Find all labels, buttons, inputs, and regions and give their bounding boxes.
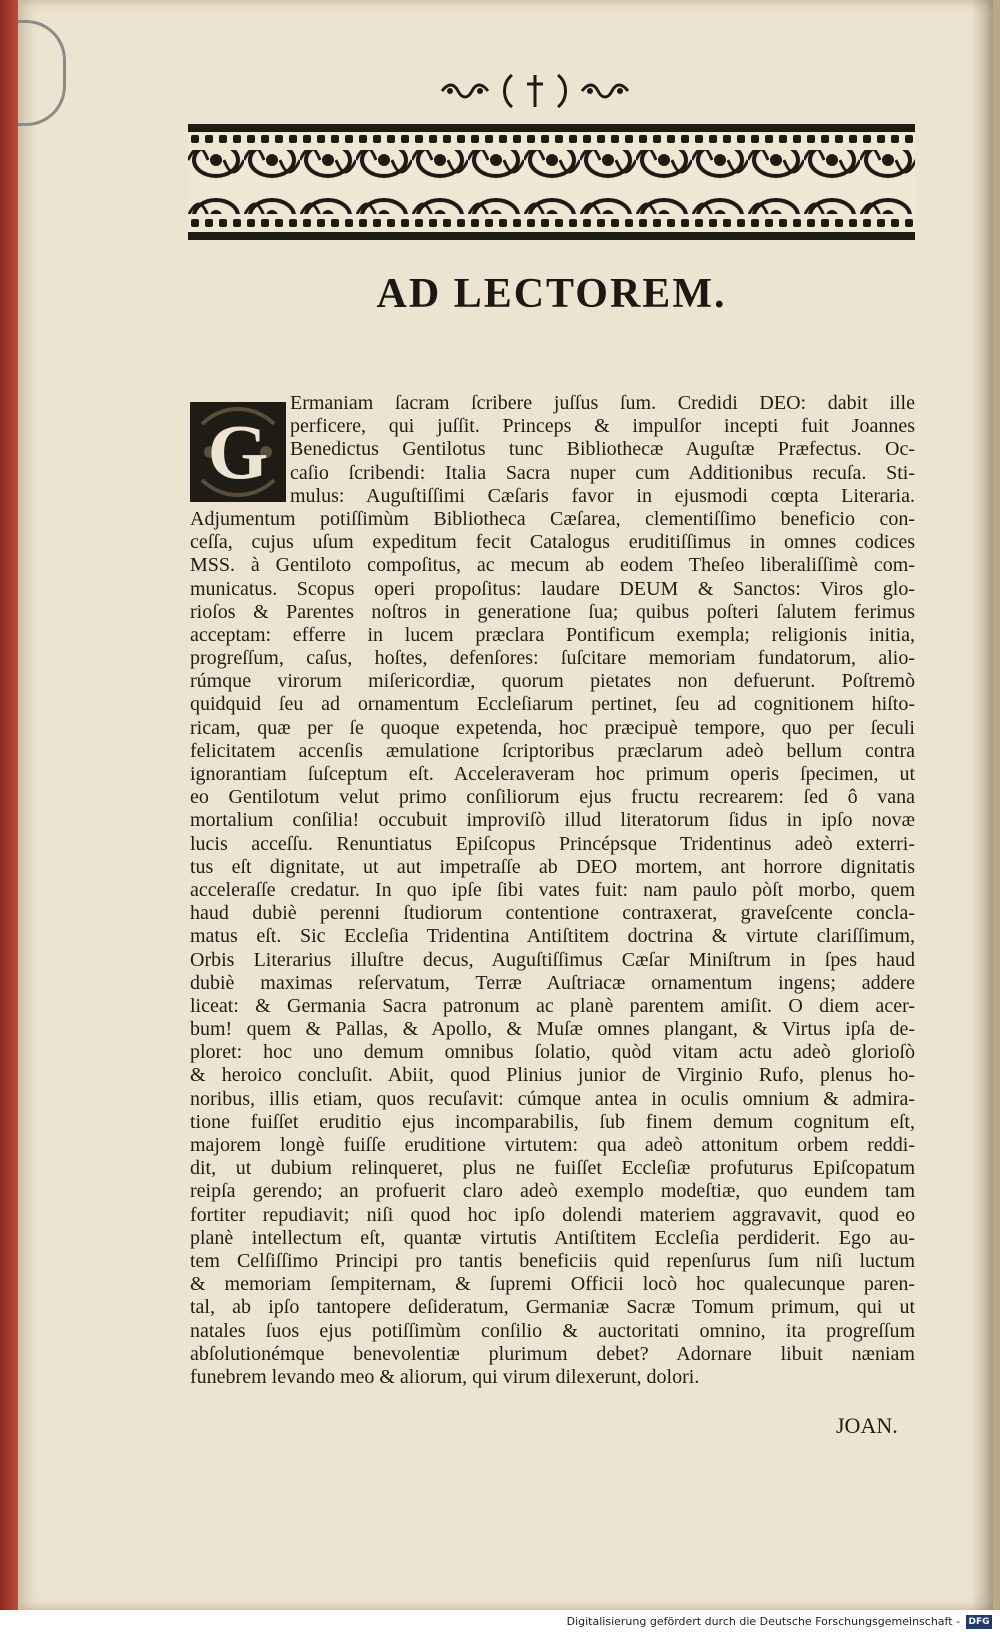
text-line: acceptam: efferre in lucem præclara Pontificum exempla; religionis initia, [190,623,915,646]
text-line: felicitatem accenſis æmulatione ſcriptoribus præclarum adeò bellum contra [190,739,915,762]
text-line: perficere, qui juſſit. Princeps & impulſor incepti fuit Joannes [290,415,915,438]
initial-letter: G [207,408,269,495]
text-line: MSS. à Gentiloto compoſitus, ac mecum ab eodem Theſeo liberaliſſimè com- [190,554,915,577]
text-line: reipſa gerendo; an profuerit claro adeò exemplo modeſtiæ, quo eundem tam [190,1180,915,1203]
text-line: natales ſuos ejus potiſſimùm conſilio & auctoritati omnino, ita progreſſum [190,1319,915,1342]
text-line: funebrem levando meo & aliorum, qui virum dilexerunt, dolori. [190,1365,700,1388]
text-line: lucis acceſſu. Renuntiatus Epiſcopus Princépsque Tridentinus adeò exterri- [190,832,915,855]
top-ornament [440,70,630,112]
text-line: ploret: hoc uno demum omnibus ſolatio, quòd vitam actu adeò glorioſò [190,1041,915,1064]
text-line: acceleraſſe credatur. In quo ipſe ſibi vates fuit: nam paulo pòſt morbo, quem [190,878,915,901]
text-line: Adjumentum potiſſimùm Bibliotheca Cæſarea, clementiſſimo beneficio con- [190,507,915,530]
text-line: planè intellectum eſt, quantæ virtutis Antiſtitem Eccleſia perdiderit. Ego au- [190,1226,915,1249]
text-line: Ermaniam ſacram ſcribere juſſus ſum. Credidi DEO: dabit ille [290,392,915,414]
page-gutter-shadow [971,0,993,1610]
text-line: tione fuiſſet eruditio ejus incomparabilis, ſub finem demum cognitum eſt, [190,1110,915,1133]
text-line: quidquid ſeu ad ornamentum Eccleſiarum pertinet, ſeu ad cognitionem hiſto- [190,693,915,716]
text-line: ceſſa, cujus uſum expeditum fecit Catalogus eruditiſſimus in omnes codices [190,531,915,554]
ornamental-pattern-icon [188,132,915,232]
text-line: dit, ut dubium relinqueret, plus ne fuiſſet Eccleſiæ profuturus Epiſcopatum [190,1157,915,1180]
decorative-header-band [188,124,915,240]
text-line: abſolutionémque benevolentiæ plurimum debet? Adornare libuit næniam [190,1342,915,1365]
text-line: matus eſt. Sic Eccleſia Tridentina Antiſtitem doctrina & virtute clariſſimum, [190,925,915,948]
funding-note: Digitalisierung gefördert durch die Deutsche Forschungsgemeinschaft - [566,1615,960,1628]
text-line: rioſos & Parentes noſtros in generatione ſua; quibus poſteri ſalutem ferimus [190,600,915,623]
text-line: eo Gentilotum velut primo conſiliorum ejus fructu recrearem: ſed ô vana [190,786,915,809]
catchword: JOAN. [836,1413,898,1438]
text-line: dubiè maximas reſervatum, Terræ Auſtriacæ ornamentum ingens; addere [190,971,915,994]
text-line: & heroico concluſit. Abiit, quod Plinius junior de Virginio Rufo, plenus ho- [190,1064,915,1087]
text-line: Benedictus Gentilotus tunc Bibliothecæ Auguſtæ Præfectus. Oc- [290,438,915,461]
text-line: tal, ab ipſo tantopere deſideratum, Germaniæ Sacræ Tomum primum, qui ut [190,1296,915,1319]
text-line: fortiter repudiavit; niſi quod hoc ipſo dolendi materiem aggravavit, quod eo [190,1203,915,1226]
text-line: haud dubiè perenni ſtudiorum contentione contraxerat, graveſcente concla- [190,902,915,925]
footer-bar [0,1610,1000,1637]
right-flourish-icon [580,81,630,101]
text-line: tem Celſiſſimo Principi pro tantis beneficiis quid repenſurus ſum niſi luctum [190,1249,915,1272]
text-line: progreſſum, caſus, hoſtes, defenſores: ſuſcitare memoriam fundatorum, alio- [190,647,915,670]
cross-ornament-icon [500,71,570,111]
text-line: mortalium conſilia! occubuit improviſò illud literatorum ſidus in ipſo novæ [190,809,915,832]
page-heading: AD LECTOREM. [376,271,727,317]
text-line: liceat: & Germania Sacra patronum ac planè parentem amiſit. O diem acer- [190,994,915,1017]
text-line: majorem longè fuiſſe eruditione virtutem: qua adeò attonitum orbem reddi- [190,1134,915,1156]
text-line: tus eſt dignitate, ut aut impetraſſe ab DEO mortem, ant horrore dignitatis [190,855,915,878]
text-line: ricam, quæ per ſe quoque expetenda, hoc præcipuè tempore, quo per ſeculi [190,716,915,739]
text-line: mulus: Auguſtiſſimi Cæſaris favor in ejusmodi cœpta Literaria. [290,484,915,507]
text-line: bum! quem & Pallas, & Apollo, & Muſæ omnes plangant, & Virtus ipſa de- [190,1018,915,1041]
left-flourish-icon [440,81,490,101]
text-line: caſio ſcribendi: Italia Sacra nuper cum Additionibus recuſa. Sti- [290,461,915,484]
text-line: noribus, illis etiam, quos recuſavit: cúmque antea in oculis omnium & admira- [190,1087,915,1110]
text-line: rúmque virorum miſericordiæ, quorum pietates non defuerunt. Poſtremò [190,670,915,693]
text-line: Orbis Literarius illuſtre decus, Auguſtiſſimus Cæſar Miniſtrum in ſpes haud [190,948,915,971]
text-line: municatus. Scopus operi propoſitus: laudare DEUM & Sanctos: Viros glo- [190,577,915,600]
body-text [190,392,915,1389]
text-line: & memoriam ſempiternam, & ſupremi Officii locò hoc qualecunque paren- [190,1273,915,1296]
dfg-logo: DFG [966,1615,992,1629]
text-line: ignorantiam ſuſceptum eſt. Acceleraveram hoc primum operis ſpecimen, ut [190,763,915,785]
paper-clip [18,20,66,126]
